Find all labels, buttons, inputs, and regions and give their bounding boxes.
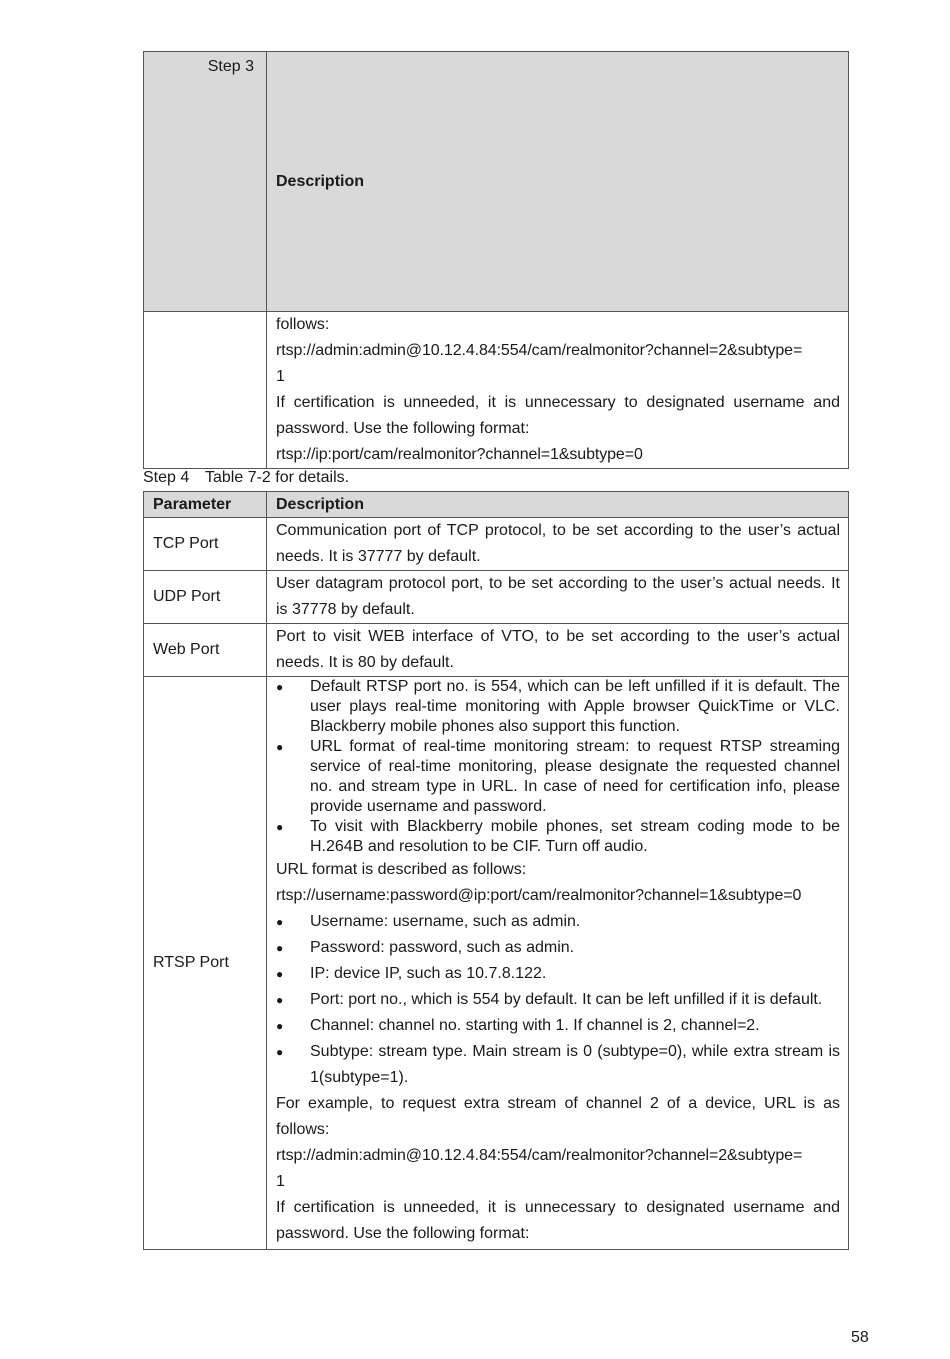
field-bullet: ● Username: username, such as admin. [276,909,840,935]
empty-cell [144,312,267,469]
parameter-table [143,491,849,1250]
field-bullet: ● Subtype: stream type. Main stream is 0 (subtype=0), while extra stream is 1(subtype=1). [276,1039,840,1091]
step-4-line [143,467,349,489]
bullet-item: ● URL format of real-time monitoring stream: to request RTSP streaming service of real-time monitoring, please designate the requested channel no. and stream type in URL. In case of need for certification info, please provide username and password. [276,737,840,817]
field-bullet: ● IP: device IP, such as 10.7.8.122. [276,961,840,987]
param-web-port: Web Port [144,624,267,677]
desc-udp-port: User datagram protocol port, to be set according to the user’s actual needs. It is 37778 by default. [267,571,849,624]
example-text: For example, to request extra stream of channel 2 of a device, URL is as follows: [276,1095,840,1138]
header-description: Description [267,492,849,518]
continuation-cell [267,312,849,469]
continuation-url: rtsp://admin:admin@10.12.4.84:554/cam/realmonitor?channel=2&subtype= [276,342,803,359]
step-4-text: Table 7-2 for details. [205,469,350,486]
description-header: Description [267,52,849,312]
step-4-label: Step 4 [143,469,190,486]
example-url-end: 1 [276,1173,285,1190]
url-intro: URL format is described as follows: [276,861,527,878]
desc-web-port: Port to visit WEB interface of VTO, to be set according to the user’s actual needs. It is 80 by default. [267,624,849,677]
continuation-url: rtsp://ip:port/cam/realmonitor?channel=1&subtype=0 [276,446,643,463]
continuation-line: 1 [276,368,285,385]
example-url: rtsp://admin:admin@10.12.4.84:554/cam/realmonitor?channel=2&subtype= [276,1147,803,1164]
page-number: 58 [851,1329,869,1346]
header-parameter: Parameter [144,492,267,518]
unneeded-text: If certification is unneeded, it is unnecessary to designated username and password. Use the following format: [276,1199,840,1242]
continuation-line: If certification is unneeded, it is unnecessary to designated username and password. Use the following format: [276,394,840,437]
field-bullet: ● Port: port no., which is 554 by default. It can be left unfilled if it is default. [276,987,840,1013]
continued-table [143,51,849,469]
param-udp-port: UDP Port [144,571,267,624]
param-tcp-port: TCP Port [144,518,267,571]
field-bullet: ● Channel: channel no. starting with 1. If channel is 2, channel=2. [276,1013,840,1039]
bullet-item: ● To visit with Blackberry mobile phones, set stream coding mode to be H.264B and resolution to be CIF. Turn off audio. [276,817,840,857]
desc-tcp-port: Communication port of TCP protocol, to be set according to the user’s actual needs. It is 37777 by default. [267,518,849,571]
desc-rtsp-port [267,677,849,1250]
field-bullet: ● Password: password, such as admin. [276,935,840,961]
step-3-label: Step 3 [144,52,267,312]
url-format: rtsp://username:password@ip:port/cam/realmonitor?channel=1&subtype=0 [276,887,802,904]
bullet-item: ● Default RTSP port no. is 554, which can be left unfilled if it is default. The user plays real-time monitoring with Apple browser QuickTime or VLC. Blackberry mobile phones also support this function. [276,677,840,737]
param-rtsp-port: RTSP Port [144,677,267,1250]
continuation-line: follows: [276,316,330,333]
